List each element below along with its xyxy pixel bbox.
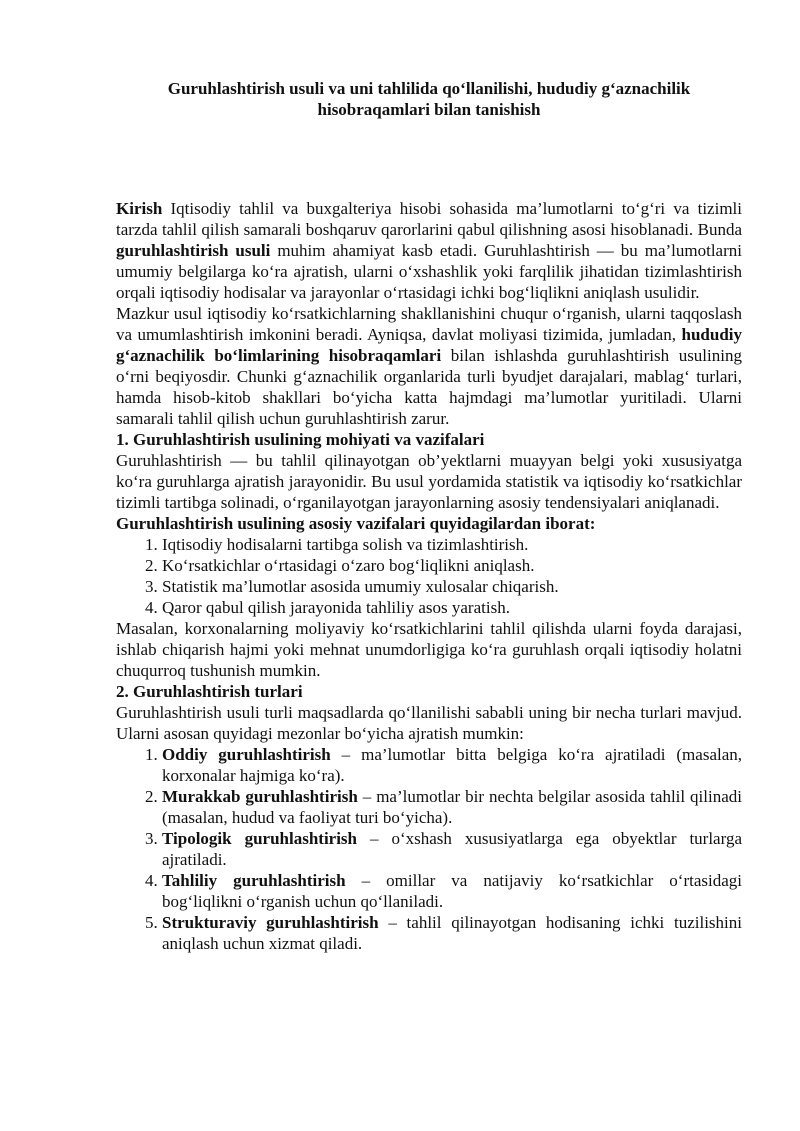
- list-item-desc: – omillar va natijaviy ko‘rsatkichlar o‘rtasidagi bog‘liqlikni o‘rganish uchun qo‘llaniladi.: [162, 871, 742, 911]
- section-2-heading: 2. Guruhlashtirish turlari: [116, 682, 303, 701]
- section-1-paragraph: Guruhlashtirish — bu tahlil qilinayotgan ob’yektlarni muayyan belgi yoki xususiyatga ko‘ra guruhlarga ajratish jarayonidir. Bu usul yordamida statistik va iqtisodiy ko‘rsatkichlar tizimli tartibga solinadi, o‘rganilayotgan jarayonlarning asosiy tendensiyalari aniqlanadi.: [116, 451, 742, 512]
- second-paragraph: [116, 303, 742, 429]
- section-1-subheading: Guruhlashtirish usulining asosiy vazifalari quyidagilardan iborat:: [116, 514, 596, 533]
- list-item: [162, 828, 742, 870]
- list-item: 3. Statistik ma’lumotlar asosida umumiy xulosalar chiqarish.: [162, 576, 742, 597]
- intro-text-2: muhim ahamiyat kasb etadi. Guruhlashtirish — bu ma’lumotlarni umumiy belgilarga ko‘ra ajratish, ularni o‘xshashlik yoki farqlilik jihatidan tizimlashtirish orqali iqtisodiy hodisalar va jarayonlar o‘rtasidagi ichki bog‘liqlikni aniqlash usulidir.: [116, 241, 742, 302]
- intro-paragraph: [116, 198, 742, 303]
- second-text-2: bilan ishlashda guruhlashtirish usulining o‘rni beqiyosdir. Chunki g‘aznachilik organlarida turli byudjet darajalari, mablag‘ turlari, hamda hisob-kitob shakllari bo‘yicha katta hajmdagi ma’lumotlar yuritiladi. Ularni samarali tahlil qilish uchun guruhlashtirish zarur.: [116, 346, 742, 428]
- list-item-desc: – ma’lumotlar bir nechta belgilar asosida tahlil qilinadi (masalan, hudud va faoliyat turi bo‘yicha).: [162, 787, 742, 827]
- intro-bold-term: guruhlashtirish usuli: [116, 241, 271, 260]
- section-1-heading: 1. Guruhlashtirish usulining mohiyati va vazifalari: [116, 430, 485, 449]
- intro-label: Kirish: [116, 199, 163, 218]
- list-item-term: Oddiy guruhlashtirish: [162, 745, 331, 764]
- list-item-term: Strukturaviy guruhlashtirish: [162, 913, 379, 932]
- document-title: Guruhlashtirish usuli va uni tahlilida qo‘llanilishi, hududiy g‘aznachilik hisobraqamlari bilan tanishish: [167, 79, 691, 119]
- list-item-term: Tahliliy guruhlashtirish: [162, 871, 346, 890]
- list-item: [162, 912, 742, 954]
- list-item-term: Tipologik guruhlashtirish: [162, 829, 358, 848]
- list-item: [162, 786, 742, 828]
- intro-text-1: Iqtisodiy tahlil va buxgalteriya hisobi sohasida ma’lumotlarni to‘g‘ri va tizimli tarzda tahlil qilish samarali boshqaruv qarorlarini qabul qilishning asosi hisoblanadi. Bunda: [116, 199, 742, 239]
- list-item: [162, 744, 742, 786]
- second-bold-term: hududiy g‘aznachilik bo‘limlarining hisobraqamlari: [116, 325, 742, 365]
- list-item-term: Murakkab guruhlashtirish: [162, 787, 358, 806]
- tasks-list: [116, 534, 742, 618]
- list-item-desc: – tahlil qilinayotgan hodisaning ichki tuzilishini aniqlash uchun xizmat qiladi.: [162, 913, 742, 953]
- list-item: 2. Ko‘rsatkichlar o‘rtasidagi o‘zaro bog‘liqlikni aniqlash.: [162, 555, 742, 576]
- list-item-desc: – ma’lumotlar bitta belgiga ko‘ra ajratiladi (masalan, korxonalar hajmiga ko‘ra).: [162, 745, 743, 785]
- list-item-desc: – o‘xshash xususiyatlarga ega obyektlar turlarga ajratiladi.: [162, 829, 742, 869]
- section-2-paragraph: Guruhlashtirish usuli turli maqsadlarda qo‘llanilishi sababli uning bir necha turlari mavjud. Ularni asosan quyidagi mezonlar bo‘yicha ajratish mumkin:: [116, 703, 742, 743]
- list-item: [162, 870, 742, 912]
- document-page: [116, 78, 742, 954]
- types-list: [116, 744, 742, 954]
- example-paragraph: Masalan, korxonalarning moliyaviy ko‘rsatkichlarini tahlil qilishda ularni foyda darajasi, ishlab chiqarish hajmi yoki mehnat unumdorligiga ko‘ra guruhlash orqali iqtisodiy holatni chuqurroq tushunish mumkin.: [116, 619, 742, 680]
- second-text-1: Mazkur usul iqtisodiy ko‘rsatkichlarning shakllanishini chuqur o‘rganish, ularni taqqoslash va umumlashtirish imkonini beradi. Ayniqsa, davlat moliyasi tizimida, jumladan,: [116, 304, 742, 344]
- list-item: 4. Qaror qabul qilish jarayonida tahliliy asos yaratish.: [162, 597, 742, 618]
- list-item: 1. Iqtisodiy hodisalarni tartibga solish va tizimlashtirish.: [162, 534, 742, 555]
